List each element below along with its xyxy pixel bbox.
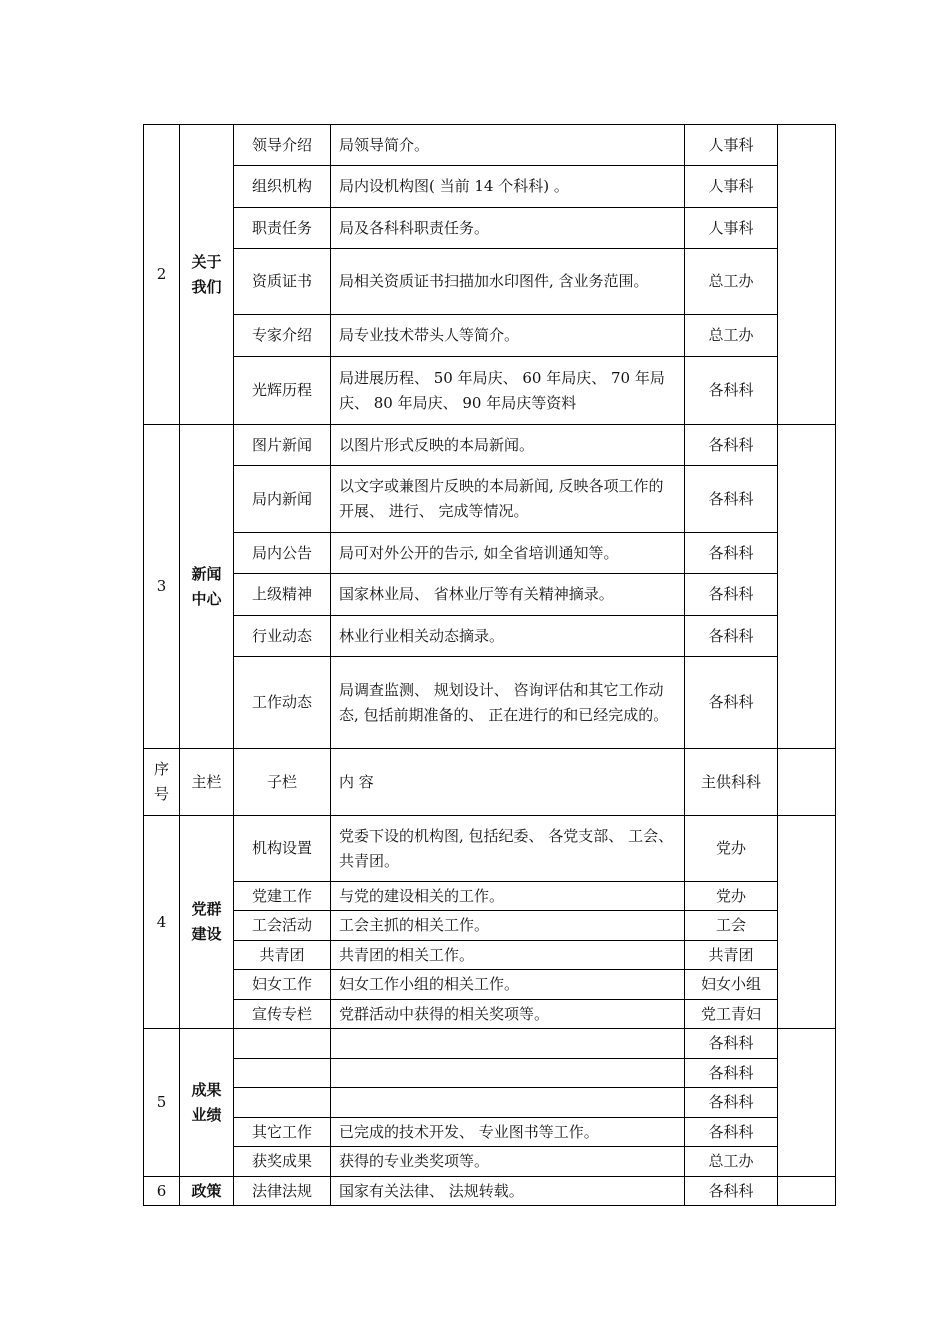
section-number: 3 bbox=[144, 425, 180, 749]
sub-column-cell: 领导介绍 bbox=[234, 125, 331, 166]
sub-column-cell: 共青团 bbox=[234, 941, 331, 970]
sub-column-cell: 妇女工作 bbox=[234, 970, 331, 1000]
content-cell: 与党的建设相关的工作。 bbox=[331, 882, 685, 911]
dept-cell: 各科科 bbox=[685, 616, 778, 657]
sub-column-cell: 行业动态 bbox=[234, 616, 331, 657]
content-cell: 局内设机构图( 当前 14 个科科) 。 bbox=[331, 166, 685, 208]
table-row bbox=[144, 1029, 836, 1059]
table-row bbox=[144, 882, 836, 911]
extra-cell bbox=[778, 1177, 836, 1206]
dept-cell: 人事科 bbox=[685, 166, 778, 208]
sub-column-cell: 光辉历程 bbox=[234, 357, 331, 425]
header-dept: 主供科科 bbox=[685, 749, 778, 816]
content-cell: 局及各科科职责任务。 bbox=[331, 208, 685, 249]
dept-cell: 总工办 bbox=[685, 315, 778, 357]
section-number: 2 bbox=[144, 125, 180, 425]
header-main: 主栏 bbox=[180, 749, 234, 816]
dept-cell: 各科科 bbox=[685, 425, 778, 466]
table-row bbox=[144, 616, 836, 657]
content-cell: 以文字或兼图片反映的本局新闻, 反映各项工作的开展、 进行、 完成等情况。 bbox=[331, 466, 685, 533]
dept-cell: 各科科 bbox=[685, 357, 778, 425]
sub-column-cell: 局内新闻 bbox=[234, 466, 331, 533]
content-cell: 国家有关法律、 法规转载。 bbox=[331, 1177, 685, 1206]
content-cell: 妇女工作小组的相关工作。 bbox=[331, 970, 685, 1000]
dept-cell: 党办 bbox=[685, 882, 778, 911]
dept-cell: 各科科 bbox=[685, 574, 778, 616]
sub-column-cell: 其它工作 bbox=[234, 1118, 331, 1147]
content-cell: 局相关资质证书扫描加水印图件, 含业务范围。 bbox=[331, 249, 685, 315]
sub-column-cell: 获奖成果 bbox=[234, 1147, 331, 1177]
header-sub: 子栏 bbox=[234, 749, 331, 816]
section-main-column: 关于 我们 bbox=[180, 125, 234, 425]
dept-cell: 各科科 bbox=[685, 657, 778, 749]
table-row bbox=[144, 1147, 836, 1177]
content-cell: 党群活动中获得的相关奖项等。 bbox=[331, 1000, 685, 1029]
table-row bbox=[144, 574, 836, 616]
content-cell: 共青团的相关工作。 bbox=[331, 941, 685, 970]
sub-column-cell: 组织机构 bbox=[234, 166, 331, 208]
table-row bbox=[144, 1118, 836, 1147]
sub-column-cell: 职责任务 bbox=[234, 208, 331, 249]
header-extra bbox=[778, 749, 836, 816]
dept-cell: 党工青妇 bbox=[685, 1000, 778, 1029]
content-cell: 工会主抓的相关工作。 bbox=[331, 911, 685, 941]
extra-cell bbox=[778, 816, 836, 1029]
table-row bbox=[144, 1059, 836, 1088]
content-cell: 已完成的技术开发、 专业图书等工作。 bbox=[331, 1118, 685, 1147]
content-cell: 局调查监测、 规划设计、 咨询评估和其它工作动态, 包括前期准备的、 正在进行的和已经完成的。 bbox=[331, 657, 685, 749]
section-number: 4 bbox=[144, 816, 180, 1029]
sub-column-cell: 局内公告 bbox=[234, 533, 331, 574]
section-main-column: 成果 业绩 bbox=[180, 1029, 234, 1177]
sub-column-cell: 党建工作 bbox=[234, 882, 331, 911]
sub-column-cell: 图片新闻 bbox=[234, 425, 331, 466]
table-row bbox=[144, 1000, 836, 1029]
dept-cell: 人事科 bbox=[685, 125, 778, 166]
sub-column-cell: 工作动态 bbox=[234, 657, 331, 749]
table-row bbox=[144, 466, 836, 533]
section-main-column: 政策 bbox=[180, 1177, 234, 1206]
content-cell: 以图片形式反映的本局新闻。 bbox=[331, 425, 685, 466]
table-row bbox=[144, 249, 836, 315]
sub-column-cell: 工会活动 bbox=[234, 911, 331, 941]
table-row bbox=[144, 533, 836, 574]
extra-cell bbox=[778, 125, 836, 425]
content-cell: 林业行业相关动态摘录。 bbox=[331, 616, 685, 657]
dept-cell: 共青团 bbox=[685, 941, 778, 970]
table-row bbox=[144, 911, 836, 941]
table-row bbox=[144, 970, 836, 1000]
content-cell: 党委下设的机构图, 包括纪委、 各党支部、 工会、 共青团。 bbox=[331, 816, 685, 882]
sub-column-cell: 法律法规 bbox=[234, 1177, 331, 1206]
table-row bbox=[144, 166, 836, 208]
sub-column-cell: 机构设置 bbox=[234, 816, 331, 882]
sub-column-cell bbox=[234, 1059, 331, 1088]
content-cell: 国家林业局、 省林业厅等有关精神摘录。 bbox=[331, 574, 685, 616]
section-number: 5 bbox=[144, 1029, 180, 1177]
content-cell: 局进展历程、 50 年局庆、 60 年局庆、 70 年局庆、 80 年局庆、 90 年局庆等资料 bbox=[331, 357, 685, 425]
dept-cell: 总工办 bbox=[685, 1147, 778, 1177]
extra-cell bbox=[778, 1029, 836, 1177]
section-main-column: 新闻 中心 bbox=[180, 425, 234, 749]
content-cell bbox=[331, 1059, 685, 1088]
table-row bbox=[144, 1088, 836, 1118]
content-cell: 局可对外公开的告示, 如全省培训通知等。 bbox=[331, 533, 685, 574]
dept-cell: 各科科 bbox=[685, 1029, 778, 1059]
content-table bbox=[143, 124, 836, 1206]
table-row bbox=[144, 208, 836, 249]
table-row bbox=[144, 941, 836, 970]
dept-cell: 妇女小组 bbox=[685, 970, 778, 1000]
table-header-row bbox=[144, 749, 836, 816]
dept-cell: 各科科 bbox=[685, 1088, 778, 1118]
sub-column-cell: 专家介绍 bbox=[234, 315, 331, 357]
table-row bbox=[144, 425, 836, 466]
table-row bbox=[144, 657, 836, 749]
header-number: 序号 bbox=[144, 749, 180, 816]
sub-column-cell bbox=[234, 1088, 331, 1118]
table-row bbox=[144, 357, 836, 425]
table-row bbox=[144, 315, 836, 357]
table-row bbox=[144, 816, 836, 882]
dept-cell: 总工办 bbox=[685, 249, 778, 315]
content-cell: 获得的专业类奖项等。 bbox=[331, 1147, 685, 1177]
dept-cell: 各科科 bbox=[685, 1177, 778, 1206]
section-main-column: 党群 建设 bbox=[180, 816, 234, 1029]
table-row bbox=[144, 125, 836, 166]
dept-cell: 工会 bbox=[685, 911, 778, 941]
dept-cell: 党办 bbox=[685, 816, 778, 882]
content-cell: 局领导简介。 bbox=[331, 125, 685, 166]
table-row bbox=[144, 1177, 836, 1206]
extra-cell bbox=[778, 425, 836, 749]
dept-cell: 各科科 bbox=[685, 1118, 778, 1147]
sub-column-cell: 资质证书 bbox=[234, 249, 331, 315]
sub-column-cell: 宣传专栏 bbox=[234, 1000, 331, 1029]
sub-column-cell bbox=[234, 1029, 331, 1059]
content-cell: 局专业技术带头人等简介。 bbox=[331, 315, 685, 357]
sub-column-cell: 上级精神 bbox=[234, 574, 331, 616]
dept-cell: 各科科 bbox=[685, 466, 778, 533]
content-cell bbox=[331, 1029, 685, 1059]
dept-cell: 各科科 bbox=[685, 1059, 778, 1088]
content-cell bbox=[331, 1088, 685, 1118]
header-content: 内 容 bbox=[331, 749, 685, 816]
dept-cell: 人事科 bbox=[685, 208, 778, 249]
section-number: 6 bbox=[144, 1177, 180, 1206]
dept-cell: 各科科 bbox=[685, 533, 778, 574]
